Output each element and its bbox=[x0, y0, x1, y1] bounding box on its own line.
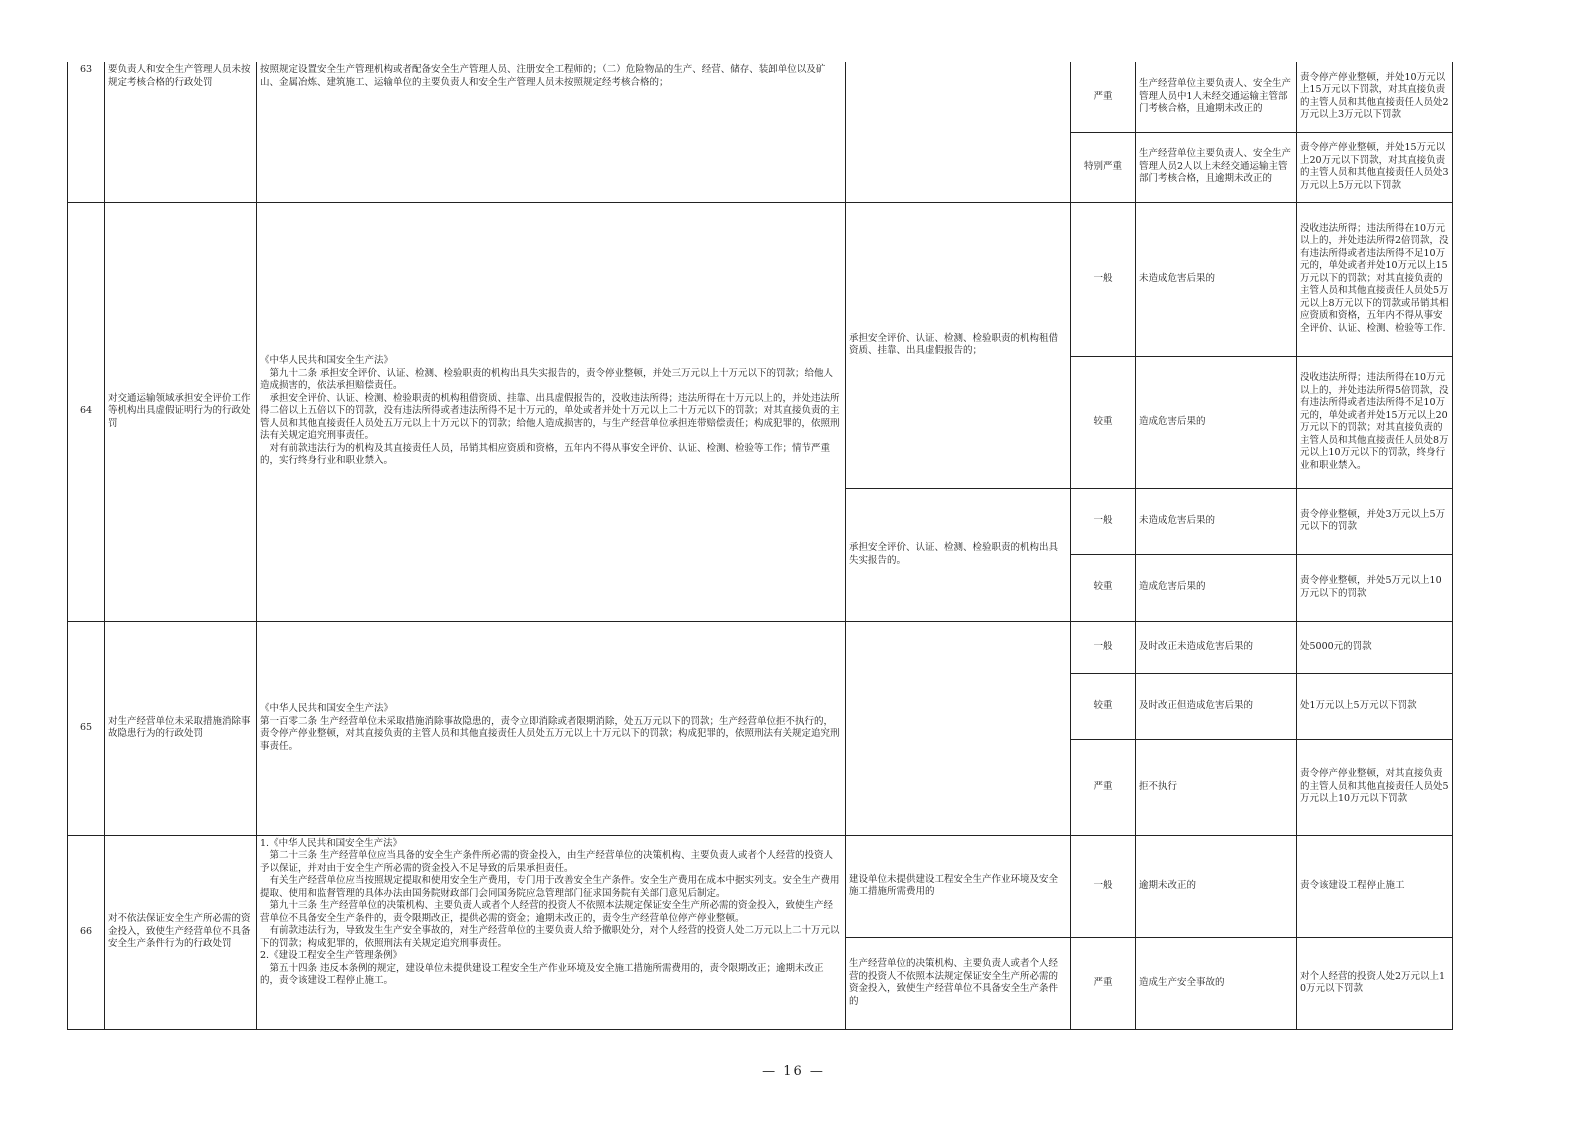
basis-paragraph: 按照规定设置安全生产管理机构或者配备安全生产管理人员、注册安全工程师的；（二）危险物品的生产、经营、储存、装卸单位以及矿山、金属冶炼、建筑施工、运输单位的主要负责人和安全生产管理人员未按照规定经考核合格的； bbox=[260, 64, 826, 88]
severity-level: 特别严重 bbox=[1071, 132, 1136, 202]
legal-basis bbox=[257, 835, 846, 1029]
severity-level: 一般 bbox=[1071, 202, 1136, 356]
circumstance: 未造成危害后果的 bbox=[1136, 202, 1297, 356]
legal-basis bbox=[257, 621, 846, 835]
item-name: 对生产经营单位未采取措施消除事故隐患行为的行政处罚 bbox=[105, 621, 257, 835]
basis-paragraph: 第九十三条 生产经营单位的决策机构、主要负责人或者个人经营的投资人不依照本法规定保证安全生产所必需的资金投入，致使生产经营单位不具备安全生产条件的，责令限期改正，提供必需的资金；逾期未改正的，责令生产经营单位停产停业整顿。 bbox=[260, 900, 834, 924]
item-name: 对不依法保证安全生产所必需的资金投入，致使生产经营单位不具备安全生产条件行为的行政处罚 bbox=[105, 835, 257, 1029]
penalty-standard: 处5000元的罚款 bbox=[1297, 621, 1453, 673]
penalty-standard: 没收违法所得；违法所得在10万元以上的，并处违法所得5倍罚款，没有违法所得或者违法所得不足10万元的，单处或者并处15万元以上20万元以下的罚款；对其直接负责的主管人员和其他直接责任人员处8万元以上10万元以下的罚款，终身行业和职业禁入。 bbox=[1297, 356, 1453, 488]
severity-level: 较重 bbox=[1071, 673, 1136, 739]
basis-paragraph: 承担安全评价、认证、检测、检验职责的机构租借资质、挂靠、出具虚假报告的，没收违法所得；违法所得在十万元以上的，并处违法所得二倍以上五倍以下的罚款，没有违法所得或者违法所得不足十万元的，单处或者并处十万元以上二十万元以下的罚款；对其直接负责的主管人员和其他直接责任人员处五万元以上十万元以下的罚款；给他人造成损害的，与生产经营单位承担连带赔偿责任；构成犯罪的，依照刑法有关规定追究刑事责任。 bbox=[260, 392, 840, 442]
legal-basis bbox=[257, 62, 846, 202]
table-row bbox=[68, 835, 1453, 937]
penalty-standard: 责令停产停业整顿，对其直接负责的主管人员和其他直接责任人员处5万元以上10万元以下罚款 bbox=[1297, 739, 1453, 835]
row-number: 64 bbox=[68, 202, 105, 621]
severity-level: 一般 bbox=[1071, 488, 1136, 554]
table-row bbox=[68, 621, 1453, 673]
page-number: — 16 — bbox=[762, 1064, 825, 1079]
penalty-standard: 没收违法所得；违法所得在10万元以上的，并处违法所得2倍罚款，没有违法所得或者违法所得不足10万元的，单处或者并处10万元以上15万元以下的罚款；对其直接负责的主管人员和其他直接责任人员处5万元以上8万元以下的罚款或吊销其相应资质和资格，五年内不得从事安全评价、认证、检测、检验等工作. bbox=[1297, 202, 1453, 356]
legal-basis bbox=[257, 202, 846, 621]
circumstance: 造成危害后果的 bbox=[1136, 356, 1297, 488]
penalty-standard: 责令停业整顿，并处3万元以上5万元以下的罚款 bbox=[1297, 488, 1453, 554]
basis-paragraph: 2.《建设工程安全生产管理条例》 bbox=[260, 950, 403, 961]
severity-level: 一般 bbox=[1071, 621, 1136, 673]
circumstance: 造成危害后果的 bbox=[1136, 554, 1297, 621]
basis-paragraph: 第二十三条 生产经营单位应当具备的安全生产条件所必需的资金投入，由生产经营单位的决策机构、主要负责人或者个人经营的投资人予以保证，并对由于安全生产所必需的资金投入不足导致的后果承担责任。 bbox=[260, 850, 834, 874]
basis-paragraph: 第一百零二条 生产经营单位未采取措施消除事故隐患的，责令立即消除或者限期消除，处五万元以下的罚款；生产经营单位拒不执行的，责令停产停业整顿，对其直接负责的主管人员和其他直接责任人员处五万元以上十万元以下的罚款；构成犯罪的，依照刑法有关规定追究刑事责任。 bbox=[260, 715, 840, 752]
violation-conduct: 生产经营单位的决策机构、主要负责人或者个人经营的投资人不依照本法规定保证安全生产所必需的资金投入，致使生产经营单位不具备安全生产条件的 bbox=[846, 937, 1071, 1029]
circumstance: 逾期未改正的 bbox=[1136, 835, 1297, 937]
penalty-table-page bbox=[67, 62, 1452, 1030]
row-number: 63 bbox=[68, 62, 105, 202]
circumstance: 未造成危害后果的 bbox=[1136, 488, 1297, 554]
circumstance: 及时改正未造成危害后果的 bbox=[1136, 621, 1297, 673]
table-row bbox=[68, 202, 1453, 356]
item-name: 要负责人和安全生产管理人员未按规定考核合格的行政处罚 bbox=[105, 62, 257, 202]
table-row bbox=[68, 62, 1453, 132]
penalty-standard: 责令停产停业整顿，并处15万元以上20万元以下罚款，对其直接负责的主管人员和其他直接责任人员处3万元以上5万元以下罚款 bbox=[1297, 132, 1453, 202]
basis-paragraph: 《中华人民共和国安全生产法》 bbox=[260, 355, 394, 367]
basis-paragraph: 第九十二条 承担安全评价、认证、检测、检验职责的机构出具失实报告的，责令停业整顿，并处三万元以上十万元以下的罚款；给他人造成损害的，依法承担赔偿责任。 bbox=[260, 367, 834, 392]
basis-paragraph: 有前款违法行为，导致发生生产安全事故的，对生产经营单位的主要负责人给予撤职处分，对个人经营的投资人处二万元以上二十万元以下的罚款；构成犯罪的，依照刑法有关规定追究刑事责任。 bbox=[260, 925, 840, 949]
violation-conduct: 承担安全评价、认证、检测、检验职责的机构租借资质、挂靠、出具虚假报告的； bbox=[846, 202, 1071, 488]
severity-level: 较重 bbox=[1071, 356, 1136, 488]
circumstance: 生产经营单位主要负责人、安全生产管理人员中1人未经交通运输主管部门考核合格，且逾期未改正的 bbox=[1136, 62, 1297, 132]
violation-conduct bbox=[846, 62, 1071, 202]
penalty-standard: 责令该建设工程停止施工 bbox=[1297, 835, 1453, 937]
severity-level: 严重 bbox=[1071, 937, 1136, 1029]
circumstance: 及时改正但造成危害后果的 bbox=[1136, 673, 1297, 739]
basis-paragraph: 1.《中华人民共和国安全生产法》 bbox=[260, 837, 403, 849]
basis-paragraph: 第五十四条 违反本条例的规定，建设单位未提供建设工程安全生产作业环境及安全施工措施所需费用的，责令限期改正；逾期未改正的，责令该建设工程停止施工。 bbox=[260, 962, 824, 986]
circumstance: 造成生产安全事故的 bbox=[1136, 937, 1297, 1029]
row-number: 65 bbox=[68, 621, 105, 835]
circumstance: 生产经营单位主要负责人、安全生产管理人员2人以上未经交通运输主管部门考核合格，且逾期未改正的 bbox=[1136, 132, 1297, 202]
circumstance: 拒不执行 bbox=[1136, 739, 1297, 835]
basis-paragraph: 《中华人民共和国安全生产法》 bbox=[260, 703, 394, 714]
penalty-standard: 责令停产停业整顿，并处10万元以上15万元以下罚款，对其直接负责的主管人员和其他直接责任人员处2万元以上3万元以下罚款 bbox=[1297, 62, 1453, 132]
violation-conduct bbox=[846, 621, 1071, 835]
basis-paragraph: 对有前款违法行为的机构及其直接责任人员，吊销其相应资质和资格，五年内不得从事安全评价、认证、检测、检验等工作；情节严重的，实行终身行业和职业禁入。 bbox=[260, 442, 831, 467]
penalty-standard: 处1万元以上5万元以下罚款 bbox=[1297, 673, 1453, 739]
item-name: 对交通运输领域承担安全评价工作等机构出具虚假证明行为的行政处罚 bbox=[105, 202, 257, 621]
basis-paragraph: 有关生产经营单位应当按照规定提取和使用安全生产费用，专门用于改善安全生产条件。安全生产费用在成本中据实列支。安全生产费用提取、使用和监督管理的具体办法由国务院财政部门会同国务院应急管理部门征求国务院有关部门意见后制定。 bbox=[260, 875, 840, 899]
penalty-standard: 责令停业整顿，并处5万元以上10万元以下的罚款 bbox=[1297, 554, 1453, 621]
severity-level: 严重 bbox=[1071, 739, 1136, 835]
penalty-standard: 对个人经营的投资人处2万元以上10万元以下罚款 bbox=[1297, 937, 1453, 1029]
severity-level: 较重 bbox=[1071, 554, 1136, 621]
severity-level: 一般 bbox=[1071, 835, 1136, 937]
row-number: 66 bbox=[68, 835, 105, 1029]
violation-conduct: 建设单位未提供建设工程安全生产作业环境及安全施工措施所需费用的 bbox=[846, 835, 1071, 937]
violation-conduct: 承担安全评价、认证、检测、检验职责的机构出具失实报告的。 bbox=[846, 488, 1071, 621]
penalty-discretion-table bbox=[67, 62, 1453, 1030]
severity-level: 严重 bbox=[1071, 62, 1136, 132]
